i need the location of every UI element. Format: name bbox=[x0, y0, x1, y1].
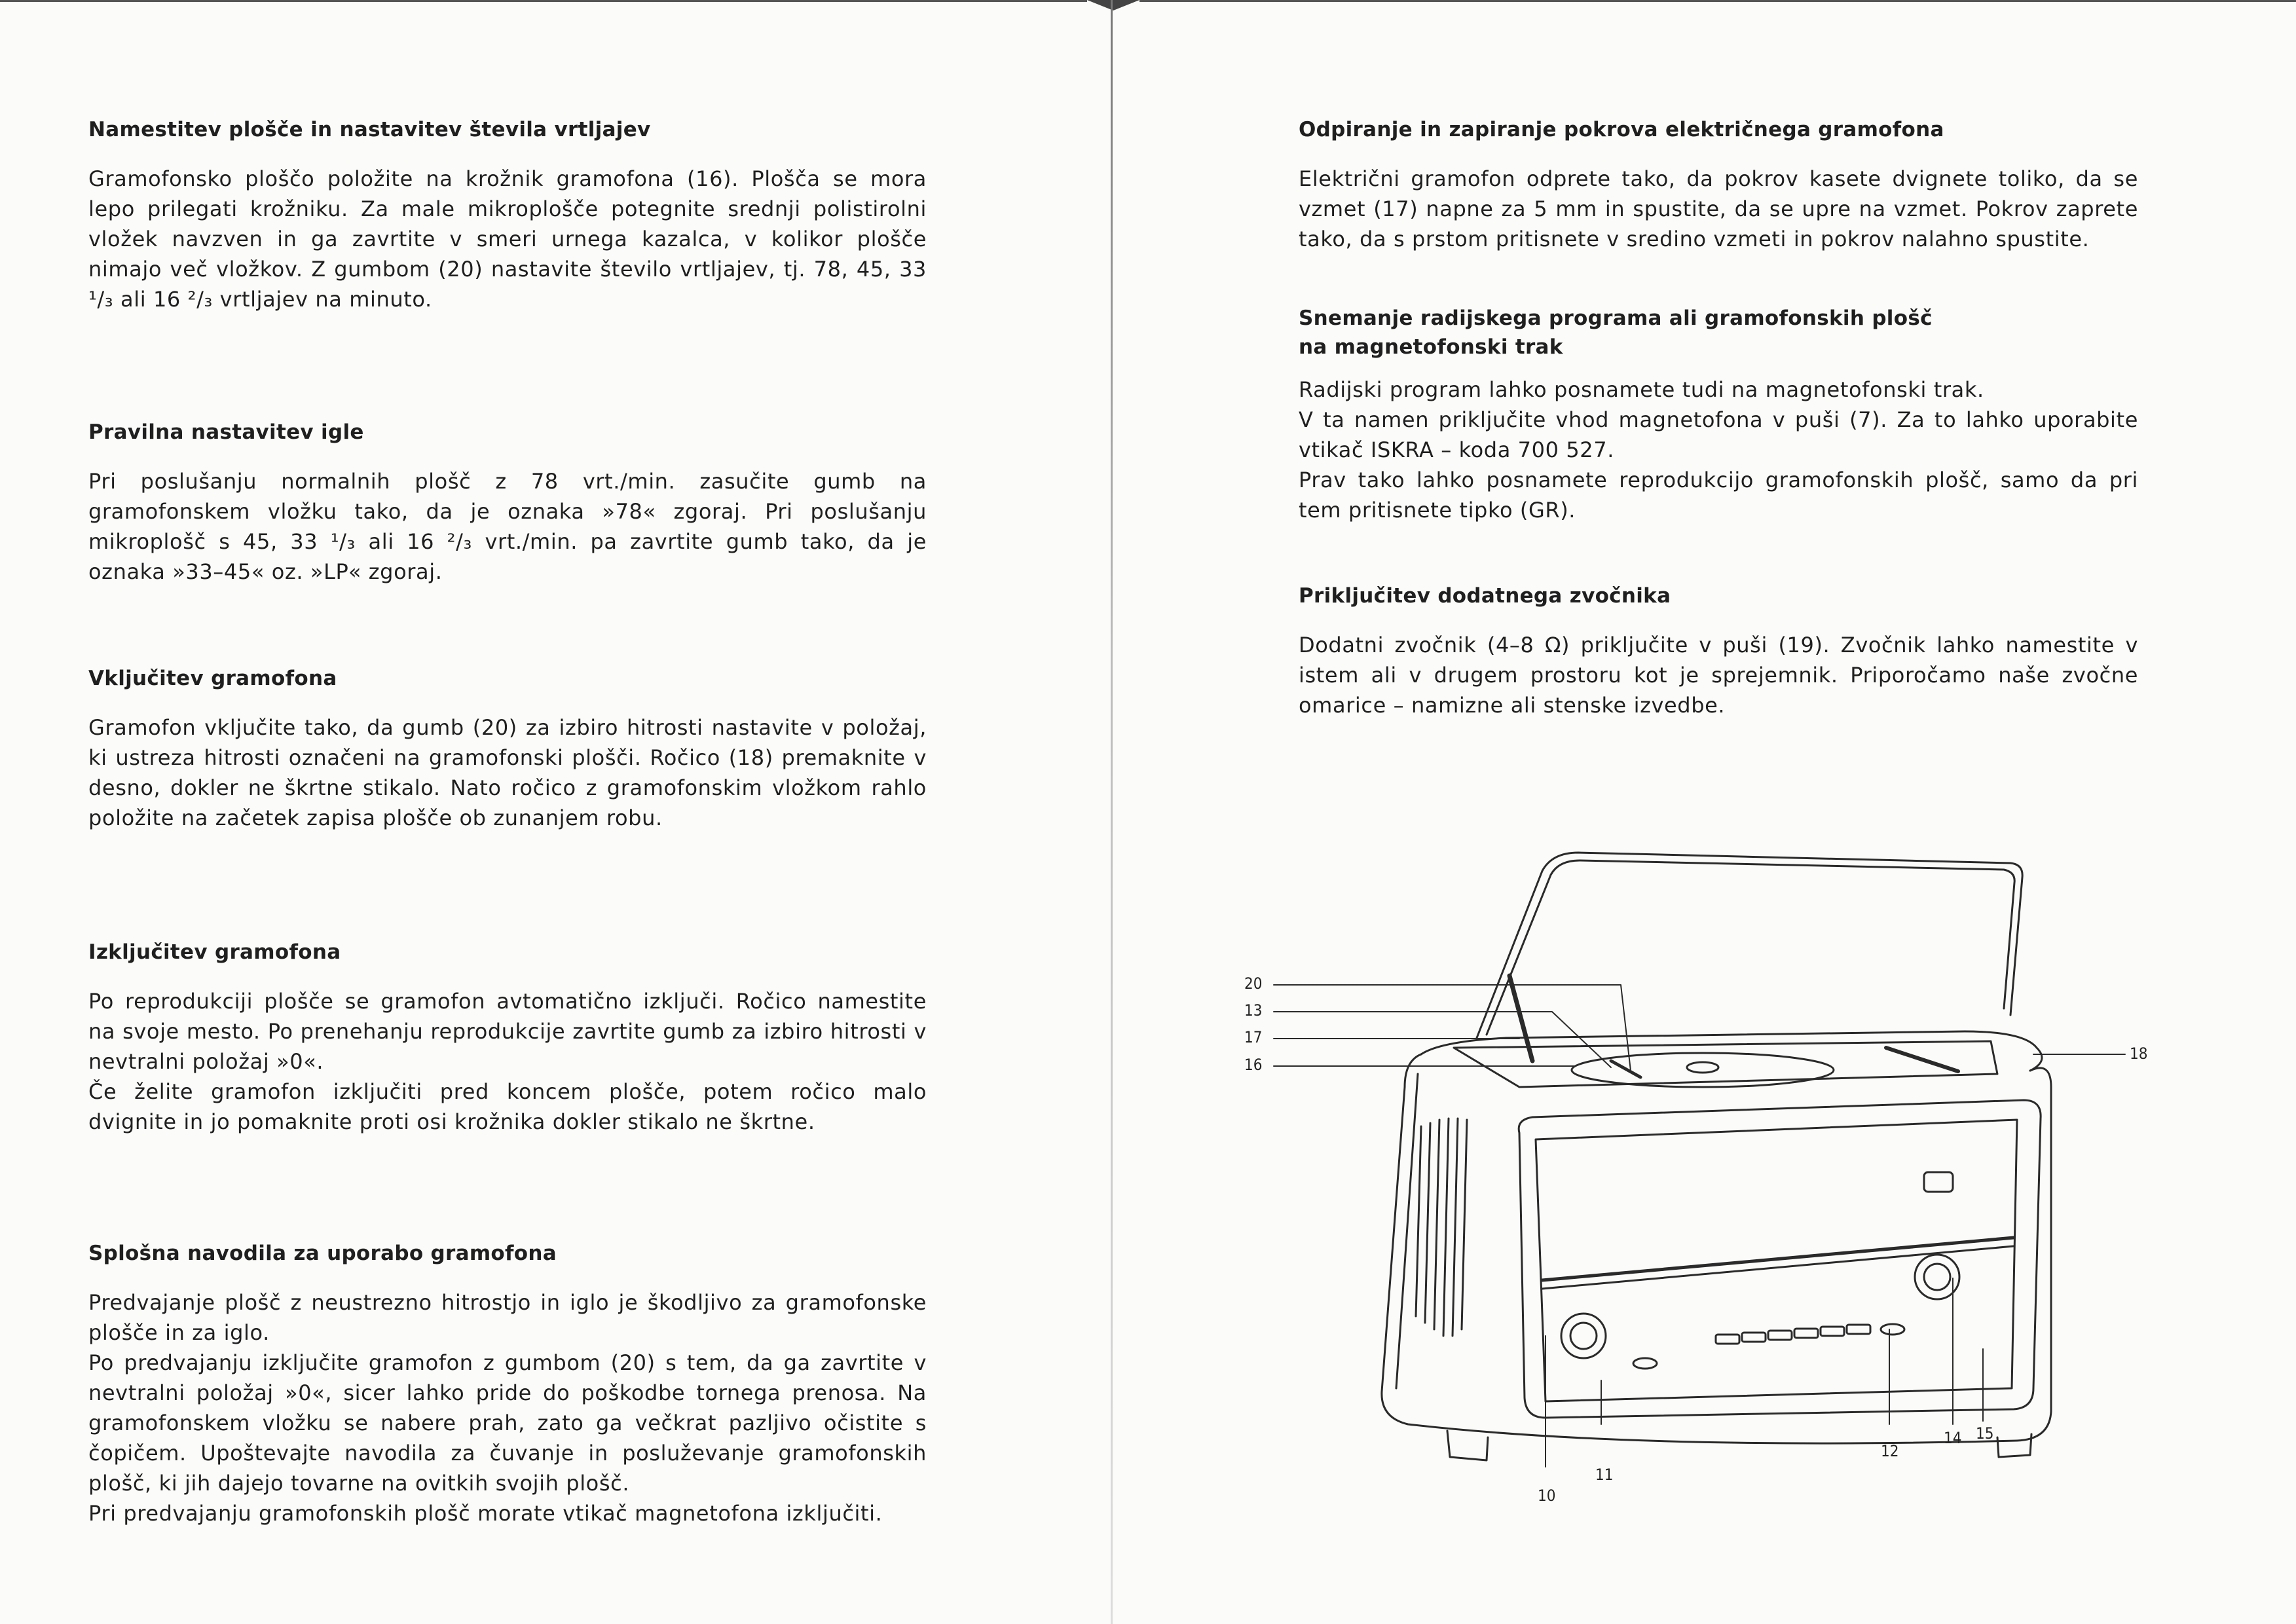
callout-label-20: 20 bbox=[1244, 974, 1263, 993]
section-body: Dodatni zvočnik (4–8 Ω) priključite v puši (19). Zvočnik lahko namestite v istem ali v drugem prostoru kot je sprejemnik. Priporočamo naše zvočne omarice – namizne ali stenske izvedbe. bbox=[1299, 633, 2138, 718]
pushbutton-keys bbox=[1716, 1325, 1870, 1344]
section-heading: Snemanje radijskega programa ali gramofonskih plošč na magnetofonski trak bbox=[1299, 306, 1933, 359]
callout-label-15: 15 bbox=[1976, 1424, 1994, 1443]
section-body: Po reprodukciji plošče se gramofon avtomatično izključi. Ročico namestite na svoje mesto. Po prenehanju reprodukcije zavrtite gumb za izbiro hitrosti v nevtralni položaj »0«. Če želite gramofon izključiti pred koncem plošče, potem ročico malo dvignite in jo pomaknite proti osi krožnika dokler stikalo ne škrtne. bbox=[88, 989, 927, 1134]
section-splosna-navodila bbox=[88, 1239, 927, 1528]
cabinet-foot-right bbox=[1997, 1434, 2031, 1457]
section-prikljucitev-zvocnika bbox=[1299, 581, 2138, 720]
tuning-dial-strip bbox=[1542, 1238, 2014, 1280]
control-knob-small-right bbox=[1881, 1324, 1904, 1335]
volume-knob-cap bbox=[1570, 1323, 1597, 1349]
control-knob-small bbox=[1633, 1358, 1657, 1369]
section-body: Pri poslušanju normalnih plošč z 78 vrt./min. zasučite gumb na gramofonskem vložku tako, da je oznaka »78« zgoraj. Pri poslušanju mikroplošč s 45, 33 ¹/₃ ali 16 ²/₃ vrt./min. pa zavrtite gumb tako, da je oznaka »33–45« oz. »LP« zgoraj. bbox=[88, 469, 927, 584]
cabinet-top-edge bbox=[1421, 1031, 2042, 1071]
left-page bbox=[0, 0, 1107, 1624]
cabinet-foot-left bbox=[1447, 1431, 1488, 1460]
lid-spring bbox=[1509, 976, 1532, 1061]
platter-spindle bbox=[1687, 1062, 1718, 1073]
radio-gramophone-illustration bbox=[1244, 812, 2161, 1519]
callout-leaders bbox=[1274, 985, 2125, 1467]
section-heading: Odpiranje in zapiranje pokrova električnega gramofona bbox=[1299, 118, 1944, 141]
section-body: Električni gramofon odprete tako, da pokrov kasete dvignete toliko, da se vzmet (17) napne za 5 mm in spustite, da se upre na vzmet. Pokrov zaprete tako, da s prstom pritisnete v sredino vzmeti in pokrov nalahno spustite. bbox=[1299, 166, 2138, 251]
tuning-dial-strip-lower bbox=[1542, 1246, 2014, 1289]
section-odpiranje-pokrova bbox=[1299, 115, 2138, 254]
section-body: Predvajanje plošč z neustrezno hitrostjo in iglo je škodljivo za gramofonske plošče in za iglo. Po predvajanju izključite gramofon z gumbom (20) s tem, da ga zavrtite v nevtralni položaj »0«, sicer lahko pride do poškodbe tornega prenosa. Na gramofonskem vložku se nabere prah, zato ga večkrat pazljivo očistite s čopičem. Upoštevajte navodila za čuvanje in posluževanje gramofonskih plošč, ki jih dajejo tovarne na ovitkih svojih plošč. Pri predvajanju gramofonskih plošč morate vtikač magnetofona izključiti. bbox=[88, 1290, 927, 1526]
callout-label-16: 16 bbox=[1244, 1056, 1263, 1074]
section-izkljucitev-gramofona bbox=[88, 938, 927, 1137]
radio-gramophone-drawing bbox=[1244, 812, 2161, 1519]
lid-inner-edge bbox=[1487, 860, 2014, 1035]
section-body: Gramofonsko ploščo položite na krožnik gramofona (16). Plošča se mora lepo prilegati krožniku. Za male mikroplošče potegnite srednji polistirolni vložek navzven in ga zavrtite v smeri urnega kazalca, v kolikor plošče nimajo več vložkov. Z gumbom (20) nastavite število vrtljajev, tj. 78, 45, 33 ¹/₃ ali 16 ²/₃ vrtljajev na minuto. bbox=[88, 166, 927, 312]
callout-label-11: 11 bbox=[1595, 1466, 1614, 1484]
tuning-indicator bbox=[1924, 1172, 1953, 1192]
side-vents bbox=[1416, 1118, 1467, 1336]
callout-label-18: 18 bbox=[2130, 1044, 2148, 1063]
section-namestitev-plosce bbox=[88, 115, 927, 314]
section-heading: Vključitev gramofona bbox=[88, 667, 337, 690]
turntable-compartment bbox=[1454, 1041, 1997, 1087]
section-heading: Pravilna nastavitev igle bbox=[88, 420, 364, 444]
section-body: Radijski program lahko posnamete tudi na magnetofonski trak. V ta namen priključite vhod magnetofona v puši (7). Za to lahko uporabite vtikač ISKRA – koda 700 527. Prav tako lahko posnamete reprodukcijo gramofonskih plošč, samo da pri tem pritisnete tipko (GR). bbox=[1299, 377, 2138, 523]
section-heading: Namestitev plošče in nastavitev števila vrtljajev bbox=[88, 118, 651, 141]
callout-label-17: 17 bbox=[1244, 1028, 1263, 1046]
cabinet-body bbox=[1382, 1054, 2051, 1443]
callout-label-14: 14 bbox=[1944, 1429, 1962, 1447]
section-vkljucitev-gramofona bbox=[88, 664, 927, 833]
section-snemanje-programa bbox=[1299, 304, 2138, 525]
callout-label-12: 12 bbox=[1881, 1442, 1899, 1460]
tuning-knob-cap bbox=[1924, 1264, 1950, 1290]
lid-outline bbox=[1477, 853, 2022, 1038]
callout-label-13: 13 bbox=[1244, 1001, 1263, 1020]
callout-label-10: 10 bbox=[1538, 1486, 1556, 1505]
speed-selector-knob bbox=[1611, 1061, 1640, 1077]
tonearm bbox=[1886, 1048, 1958, 1071]
section-pravilna-nastavitev-igle bbox=[88, 418, 927, 587]
volume-knob bbox=[1561, 1314, 1606, 1358]
section-heading: Priključitev dodatnega zvočnika bbox=[1299, 584, 1671, 608]
section-heading: Izključitev gramofona bbox=[88, 940, 341, 964]
section-heading: Splošna navodila za uporabo gramofona bbox=[88, 1242, 557, 1265]
section-body: Gramofon vključite tako, da gumb (20) za izbiro hitrosti nastavite v položaj, ki ustreza hitrosti označeni na gramofonski plošči. Ročico (18) premaknite v desno, dokler ne škrtne stikalo. Nato ročico z gramofonskim vložkom rahlo položite na začetek zapisa plošče ob zunanjem robu. bbox=[88, 715, 927, 830]
page-spine bbox=[1111, 0, 1113, 1624]
cabinet-side-edge bbox=[1396, 1074, 1418, 1388]
